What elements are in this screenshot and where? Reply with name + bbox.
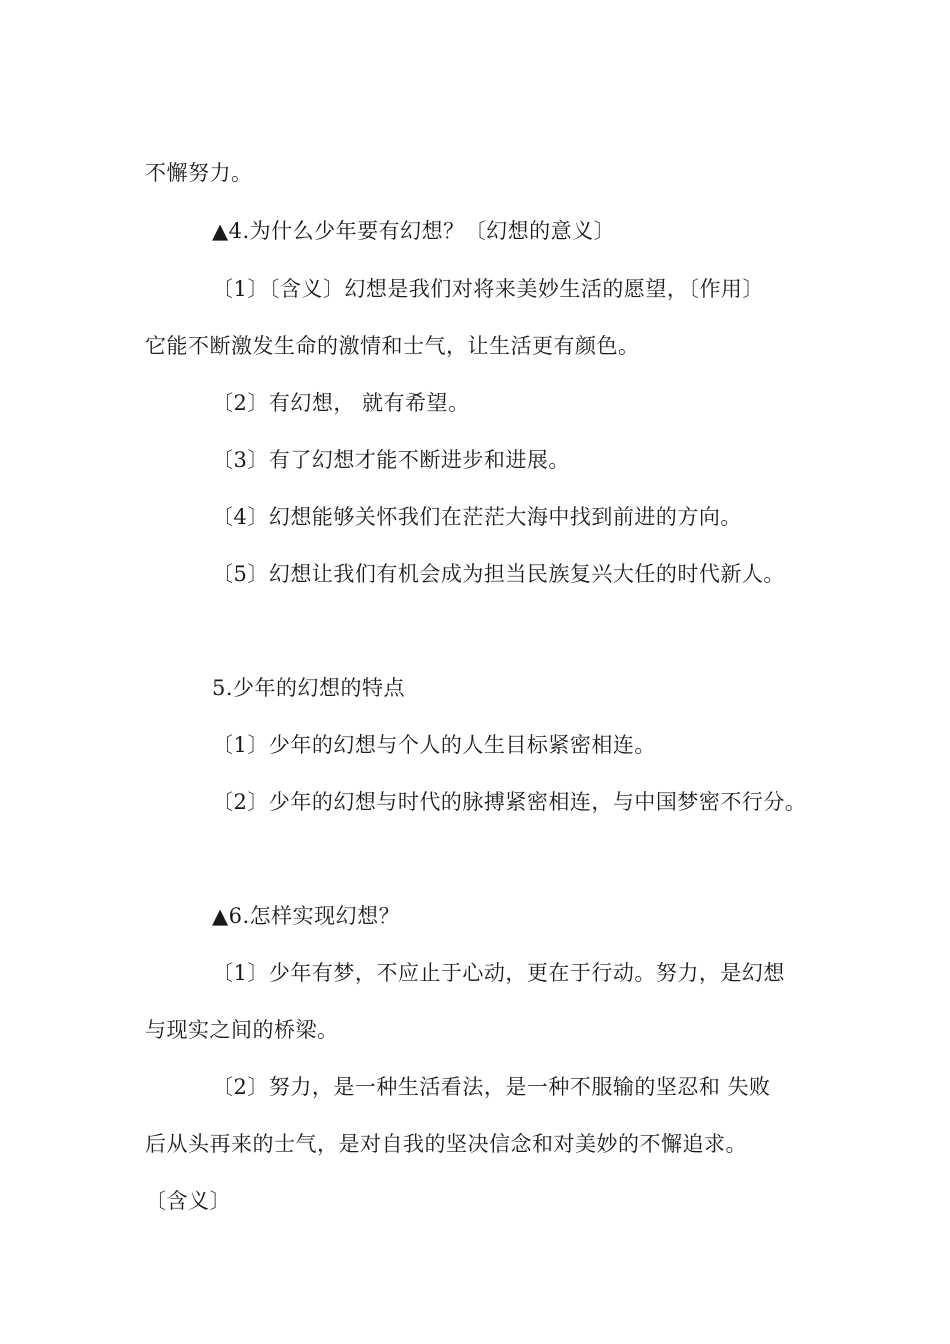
list-item-5-1: 〔1〕少年的幻想与个人的人生目标紧密相连。 <box>212 733 656 757</box>
list-item-4-4: 〔4〕幻想能够关怀我们在茫茫大海中找到前进的方向。 <box>212 505 742 529</box>
paragraph-continuation: 不懈努力。 <box>145 161 253 185</box>
list-item-6-1-continuation: 与现实之间的桥梁。 <box>145 1018 339 1042</box>
list-item-4-5: 〔5〕幻想让我们有机会成为担当民族复兴大任的时代新人。 <box>212 562 785 586</box>
list-item-6-1: 〔1〕少年有梦，不应止于心动，更在于行动。努力，是幻想 <box>212 961 785 985</box>
section-heading-6: ▲6.怎样实现幻想？ <box>212 904 401 928</box>
list-item-6-2-continuation: 后从头再来的士气，是对自我的坚决信念和对美妙的不懈追求。 <box>145 1132 747 1156</box>
list-item-5-2: 〔2〕少年的幻想与时代的脉搏紧密相连，与中国梦密不行分。 <box>212 790 807 814</box>
list-item-4-2: 〔2〕有幻想， 就有希望。 <box>212 391 470 415</box>
list-item-6-2-label: 〔含义〕 <box>145 1189 231 1213</box>
section-heading-5: 5.少年的幻想的特点 <box>212 676 406 700</box>
section-heading-4: ▲4.为什么少年要有幻想？〔幻想的意义〕 <box>212 219 616 243</box>
list-item-4-1: 〔1〕〔含义〕幻想是我们对将来美妙生活的愿望，〔作用〕 <box>212 277 764 301</box>
list-item-4-1-continuation: 它能不断激发生命的激情和士气，让生活更有颜色。 <box>145 334 640 358</box>
list-item-4-3: 〔3〕有了幻想才能不断进步和进展。 <box>212 448 570 472</box>
list-item-6-2: 〔2〕努力，是一种生活看法，是一种不服输的坚忍和 失败 <box>212 1075 771 1099</box>
